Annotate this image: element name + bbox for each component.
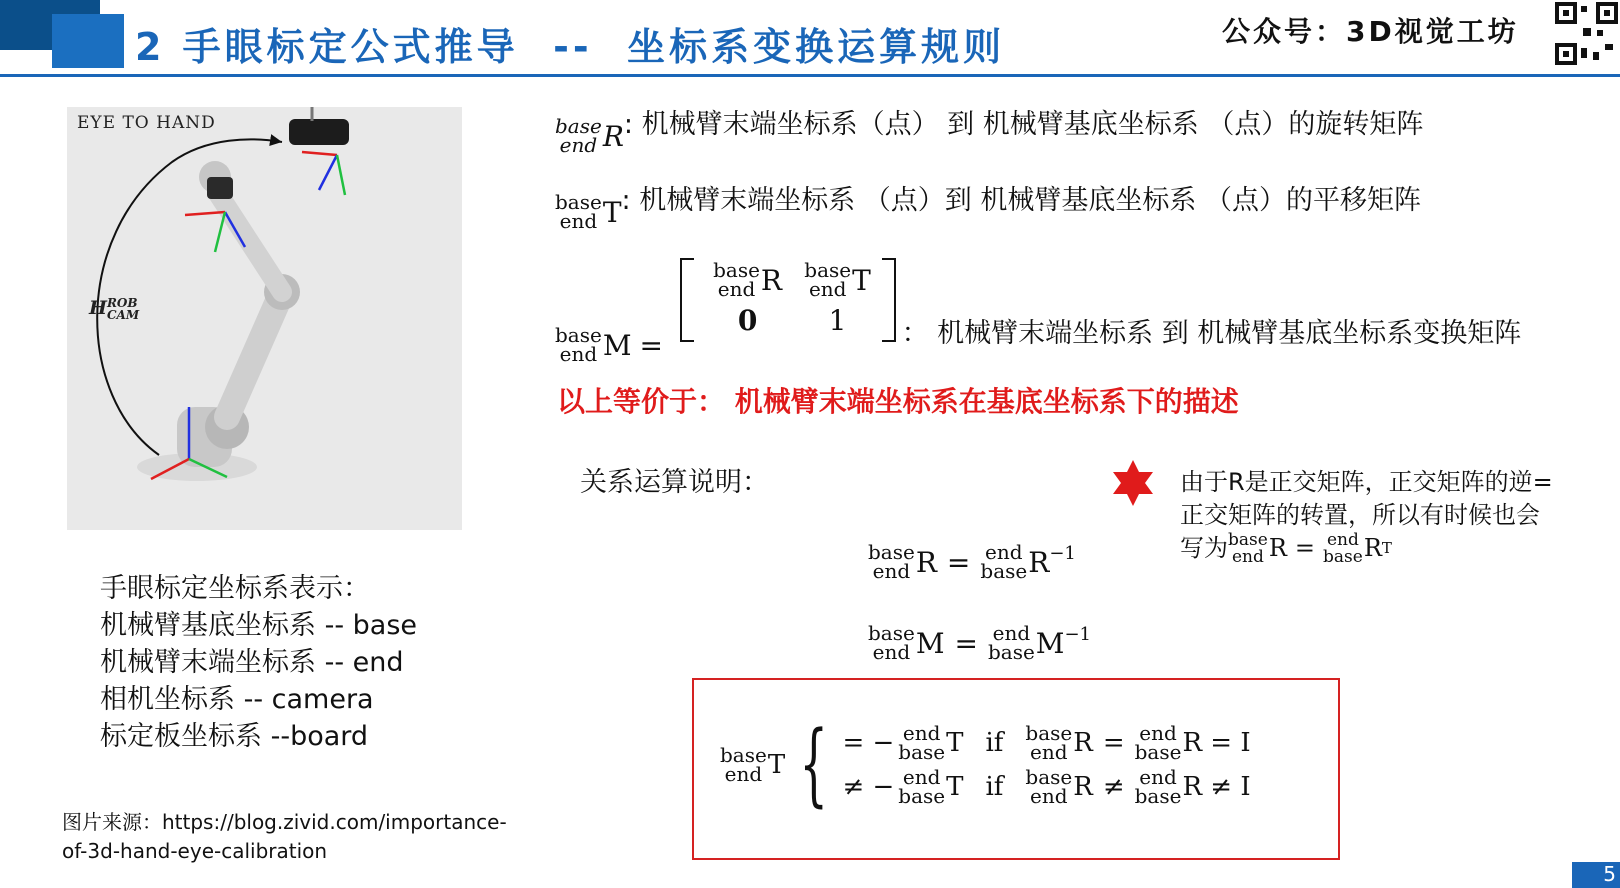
relations-title: 关系运算说明：: [580, 467, 769, 498]
camera-frame-axes: [302, 152, 345, 195]
frame-indices: base end: [555, 323, 602, 366]
frame-indices: base end: [555, 190, 602, 233]
title-underline: [0, 74, 1620, 77]
qr-code-icon: [1553, 0, 1620, 67]
matrix-translation-cell: base end T: [804, 258, 871, 301]
matrix-definition: base end M = base end R base end T 0 1 ： 机械臂末端坐标系 到 机械臂基底坐标系变换矩阵: [555, 258, 1522, 366]
legend-title: 手眼标定坐标系表示：: [100, 573, 370, 604]
page-number: 5: [1572, 862, 1620, 888]
image-source: 图片来源：https://blog.zivid.com/importance- of-3d-hand-eye-calibration: [62, 810, 507, 863]
brace: {: [799, 712, 829, 817]
legend-item: 相机坐标系 -- camera: [100, 684, 374, 715]
case-equal: = − end base T if base end R = end base R = I: [842, 721, 1251, 764]
transform-label: H ROB CAM: [89, 296, 140, 322]
translation-description: : 机械臂末端坐标系 （点）到 机械臂基底坐标系 （点）的平移矩阵: [621, 185, 1421, 216]
rotation-symbol: R: [602, 119, 624, 153]
translation-relation-box: [692, 678, 1340, 860]
legend-item: 标定板坐标系 --board: [100, 721, 369, 752]
case-not-equal: ≠ − end base T if base end R ≠ end base R ≠ I: [842, 765, 1251, 808]
brand-watermark: 公众号：3D视觉工坊: [1222, 15, 1519, 48]
inverse-matrix-equation: base end M = end base M $^{-1}$: [868, 621, 1092, 664]
header: [0, 0, 1620, 78]
rotation-description: : 机械臂末端坐标系（点） 到 机械臂基底坐标系 （点）的旋转矩阵: [623, 109, 1424, 140]
legend-item: 机械臂基底坐标系 -- base: [100, 610, 418, 641]
frame-indices: base end: [555, 114, 602, 157]
translation-definition: [555, 178, 1421, 231]
matrix-description: ： 机械臂末端坐标系 到 机械臂基底坐标系变换矩阵: [901, 318, 1522, 349]
matrix-one-cell: 1: [828, 303, 847, 337]
box-lhs: base end T: [720, 743, 786, 786]
matrix-symbol: M: [602, 328, 632, 362]
equivalence-statement: 以上等价于： 机械臂末端坐标系在基底坐标系下的描述: [557, 385, 1239, 418]
star-icon: [1108, 458, 1158, 508]
rotation-definition: [555, 102, 1423, 155]
translation-symbol: T: [602, 195, 622, 229]
figure-label: EYE TO HAND: [77, 113, 216, 133]
inverse-rotation-equation: base end R = end base R $^{-1}$: [868, 540, 1076, 583]
coordinate-systems-legend: [100, 570, 417, 755]
slide-title: 2 手眼标定公式推导 -- 坐标系变换运算规则: [135, 25, 1006, 69]
legend-item: 机械臂末端坐标系 -- end: [100, 647, 404, 678]
matrix-zero-cell: 0: [737, 303, 758, 337]
matrix-rotation-cell: base end R: [713, 258, 783, 301]
title-decoration: [52, 14, 124, 68]
robot-arm-figure: [67, 107, 462, 530]
homogeneous-matrix: [680, 258, 896, 342]
orthogonal-note: 由于R是正交矩阵，正交矩阵的逆= 正交矩阵的转置，所以有时候也会 写为 base end R = end base R T: [1180, 468, 1553, 567]
